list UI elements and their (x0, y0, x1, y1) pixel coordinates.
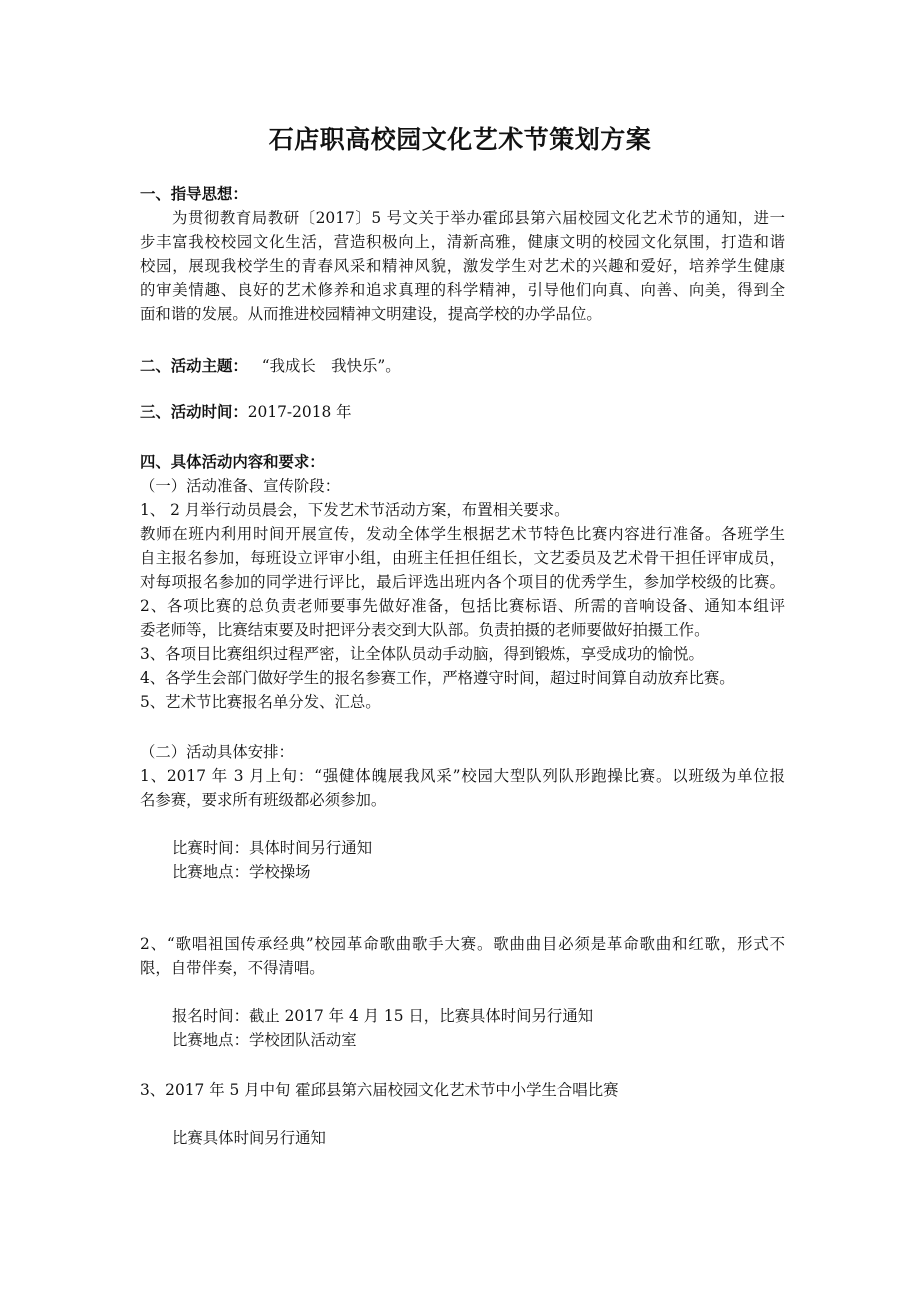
paragraph-line: 1、2017 年 3 月上旬：“强健体魄展我风采”校园大型队列队形跑操比赛。以班级为单位报 (140, 767, 785, 785)
event-place: 比赛地点：学校操场 (172, 863, 311, 881)
section-heading: 四、具体活动内容和要求： (140, 453, 325, 471)
section-time (140, 400, 785, 424)
theme-text: “我成长 我快乐”。 (261, 357, 401, 375)
paragraph-line: 4、各学生会部门做好学生的报名参赛工作，严格遵守时间，超过时间算自动放弃比赛。 (140, 669, 735, 687)
paragraph-line: 委老师等，比赛结束要及时把评分表交到大队部。负责拍摄的老师要做好拍摄工作。 (140, 621, 710, 639)
section-activities (140, 450, 785, 714)
schedule-item-2 (140, 932, 785, 1052)
time-text: 2017-2018 年 (247, 403, 352, 421)
section-heading: 一、指导思想： (140, 185, 248, 203)
paragraph-line: 面和谐的发展。从而推进校园精神文明建设，提高学校的办学品位。 (140, 305, 602, 323)
paragraph-line: 5、艺术节比赛报名单分发、汇总。 (140, 693, 381, 711)
paragraph-line: 限，自带伴奏，不得清唱。 (140, 959, 325, 977)
paragraph-line: 为贯彻教育局教研〔2017〕5 号文关于举办霍邱县第六届校园文化艺术节的通知，进一 (172, 209, 785, 227)
paragraph-line: 步丰富我校校园文化生活，营造积极向上，清新高雅，健康文明的校园文化氛围，打造和谐 (140, 233, 785, 251)
paragraph-line: 的审美情趣、良好的艺术修养和追求真理的科学精神，引导他们向真、向善、向美，得到全 (140, 281, 785, 299)
subsection-heading: （一）活动准备、宣传阶段： (140, 477, 341, 495)
event-time: 比赛具体时间另行通知 (172, 1129, 326, 1147)
paragraph-line: 2、各项比赛的总负责老师要事先做好准备，包括比赛标语、所需的音响设备、通知本组评 (140, 597, 785, 615)
subsection-schedule (140, 740, 785, 884)
schedule-item-3 (140, 1078, 785, 1150)
paragraph-line: 3、各项目比赛组织过程严密，让全体队员动手动脑，得到锻炼，享受成功的愉悦。 (140, 645, 704, 663)
paragraph-line: 校园，展现我校学生的青春风采和精神风貌，激发学生对艺术的兴趣和爱好，培养学生健康 (140, 257, 785, 275)
paragraph-line: 教师在班内利用时间开展宣传，发动全体学生根据艺术节特色比赛内容进行准备。各班学生 (140, 525, 785, 543)
event-time: 比赛时间：具体时间另行通知 (172, 839, 373, 857)
paragraph-line: 2、“歌唱祖国传承经典”校园革命歌曲歌手大赛。歌曲曲目必须是革命歌曲和红歌，形式不 (140, 935, 785, 953)
paragraph-line: 对每项报名参加的同学进行评比，最后评选出班内各个项目的优秀学生，参加学校级的比赛。 (140, 573, 785, 591)
paragraph-line: 自主报名参加，每班设立评审小组，由班主任担任组长，文艺委员及艺术骨干担任评审成员， (140, 549, 785, 567)
paragraph-line: 名参赛，要求所有班级都必须参加。 (140, 791, 387, 809)
paragraph-line: 1、 2 月举行动员晨会，下发艺术节活动方案，布置相关要求。 (140, 501, 570, 519)
document-title: 石店职高校园文化艺术节策划方案 (268, 125, 652, 154)
section-heading: 二、活动主题： (140, 357, 248, 375)
event-place: 比赛地点：学校团队活动室 (172, 1031, 357, 1049)
event-time: 报名时间：截止 2017 年 4 月 15 日，比赛具体时间另行通知 (172, 1007, 594, 1025)
section-theme (140, 354, 785, 378)
section-heading: 三、活动时间： (140, 403, 248, 421)
section-guiding-ideology (140, 182, 785, 326)
paragraph-line: 3、2017 年 5 月中旬 霍邱县第六届校园文化艺术节中小学生合唱比赛 (140, 1081, 619, 1099)
subsection-heading: （二）活动具体安排： (140, 743, 294, 761)
